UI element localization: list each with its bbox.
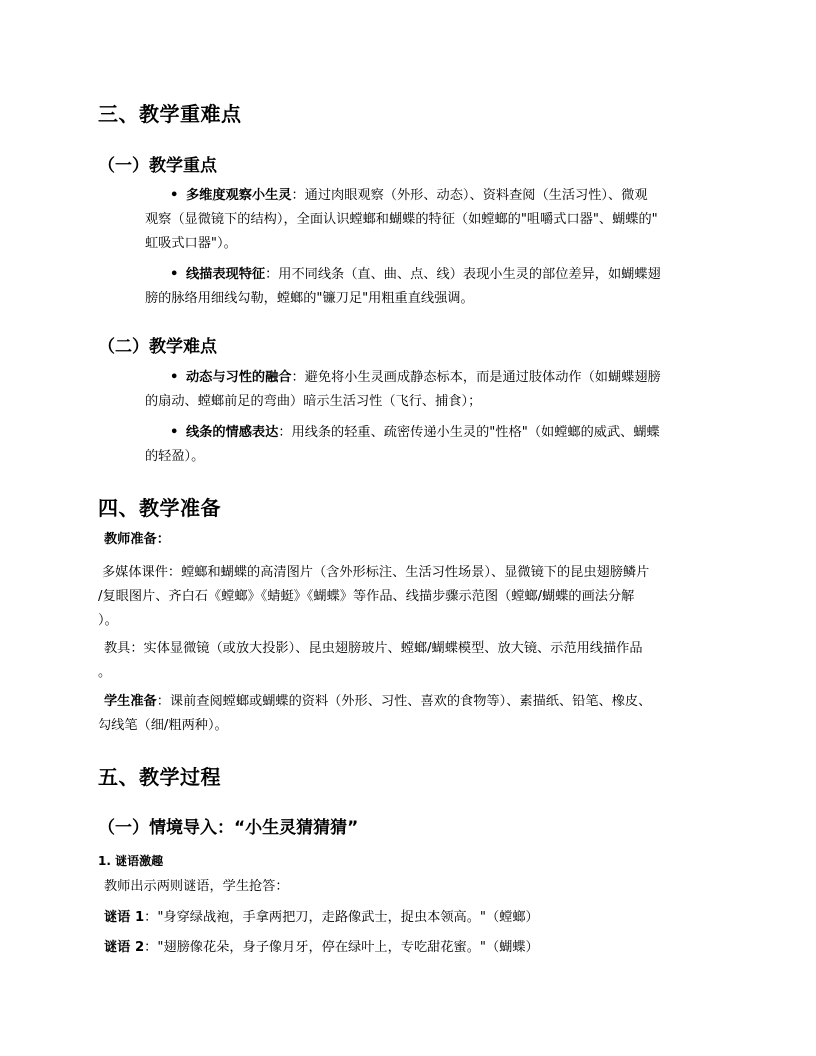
bullet-icon: • <box>170 370 179 385</box>
tools-line-2: 。 <box>98 665 112 680</box>
riddle-2: 谜语 2："翅膀像花朵，身子像月牙，停在绿叶上，专吃甜花蜜。"（蝴蝶） <box>104 940 539 955</box>
media-line-2: /复眼图片、齐白石《螳螂》《蜻蜓》《蝴蝶》等作品、线描步骤示范图（螳螂/蝴蝶的画法分解 <box>98 589 635 604</box>
bullet-label: 多维度观察小生灵 <box>186 188 292 203</box>
bullet-label: 线条的情感表达 <box>186 425 279 440</box>
subsection-title-key-points: （一）教学重点 <box>98 156 217 176</box>
bullet-text: ：通过肉眼观察（外形、动态）、资料查阅（生活习性）、微观 <box>291 188 648 203</box>
list-item <box>170 263 661 287</box>
student-prep-line-1: 学生准备：课前查阅螳螂或蝴蝶的资料（外形、习性、喜欢的食物等）、素描纸、铅笔、橡皮、 <box>104 694 652 709</box>
bullet-text-line: 观察（显微镜下的结构），全面认识螳螂和蝴蝶的特征（如螳螂的"咀嚼式口器"、蝴蝶的" <box>145 212 658 227</box>
media-line-3: ）。 <box>98 613 118 628</box>
bullet-icon: • <box>170 188 179 203</box>
bullet-icon: • <box>170 267 179 282</box>
section-title-4: 四、教学准备 <box>98 496 221 520</box>
bullet-text: ：用不同线条（直、曲、点、线）表现小生灵的部位差异，如蝴蝶翅 <box>265 267 661 282</box>
list-item <box>170 184 648 208</box>
list-item <box>170 421 660 445</box>
bullet-icon: • <box>170 425 179 440</box>
section-title-5: 五、教学过程 <box>98 765 221 789</box>
list-item <box>170 366 661 390</box>
subsection-title-difficulties: （二）教学难点 <box>98 337 217 357</box>
bullet-text-line: 虹吸式口器"）。 <box>145 236 237 251</box>
student-prep-label: 学生准备 <box>104 694 157 709</box>
teacher-prep-label: 教师准备 <box>104 532 157 547</box>
subsection-title-intro: （一）情境导入：“小生灵猜猜猜” <box>98 818 359 838</box>
numbered-item-1: 1. 谜语激趣 <box>98 854 164 868</box>
bullet-text-line: 的轻盈）。 <box>145 449 205 464</box>
bullet-text-line: 的扇动、螳螂前足的弯曲）暗示生活习性（飞行、捕食）； <box>145 394 482 409</box>
riddle-1: 谜语 1："身穿绿战袍，手拿两把刀，走路像武士，捉虫本领高。"（螳螂） <box>104 910 539 925</box>
bullet-text: ：避免将小生灵画成静态标本，而是通过肢体动作（如蝴蝶翅膀 <box>291 370 661 385</box>
teacher-prep-colon: ： <box>156 532 170 547</box>
student-prep-line-2: 勾线笔（细/粗两种）。 <box>98 718 228 733</box>
bullet-label: 动态与习性的融合 <box>186 370 292 385</box>
section-title-3: 三、教学重难点 <box>98 102 242 126</box>
teacher-prep-heading <box>104 528 170 552</box>
intro-text: 教师出示两则谜语，学生抢答： <box>104 879 289 894</box>
bullet-text-line: 膀的脉络用细线勾勒，螳螂的"镰刀足"用粗重直线强调。 <box>145 291 474 306</box>
bullet-text: ：用线条的轻重、疏密传递小生灵的"性格"（如螳螂的威武、蝴蝶 <box>278 425 660 440</box>
riddle-1-label: 谜语 1 <box>104 910 145 925</box>
tools-line-1: 教具：实体显微镜（或放大投影）、昆虫翅膀玻片、螳螂/蝴蝶模型、放大镜、示范用线描作品 <box>104 641 643 656</box>
media-line-1: 多媒体课件：螳螂和蝴蝶的高清图片（含外形标注、生活习性场景）、显微镜下的昆虫翅膀鳞片 <box>102 565 650 580</box>
bullet-label: 线描表现特征 <box>186 267 266 282</box>
riddle-2-label: 谜语 2 <box>104 940 145 955</box>
